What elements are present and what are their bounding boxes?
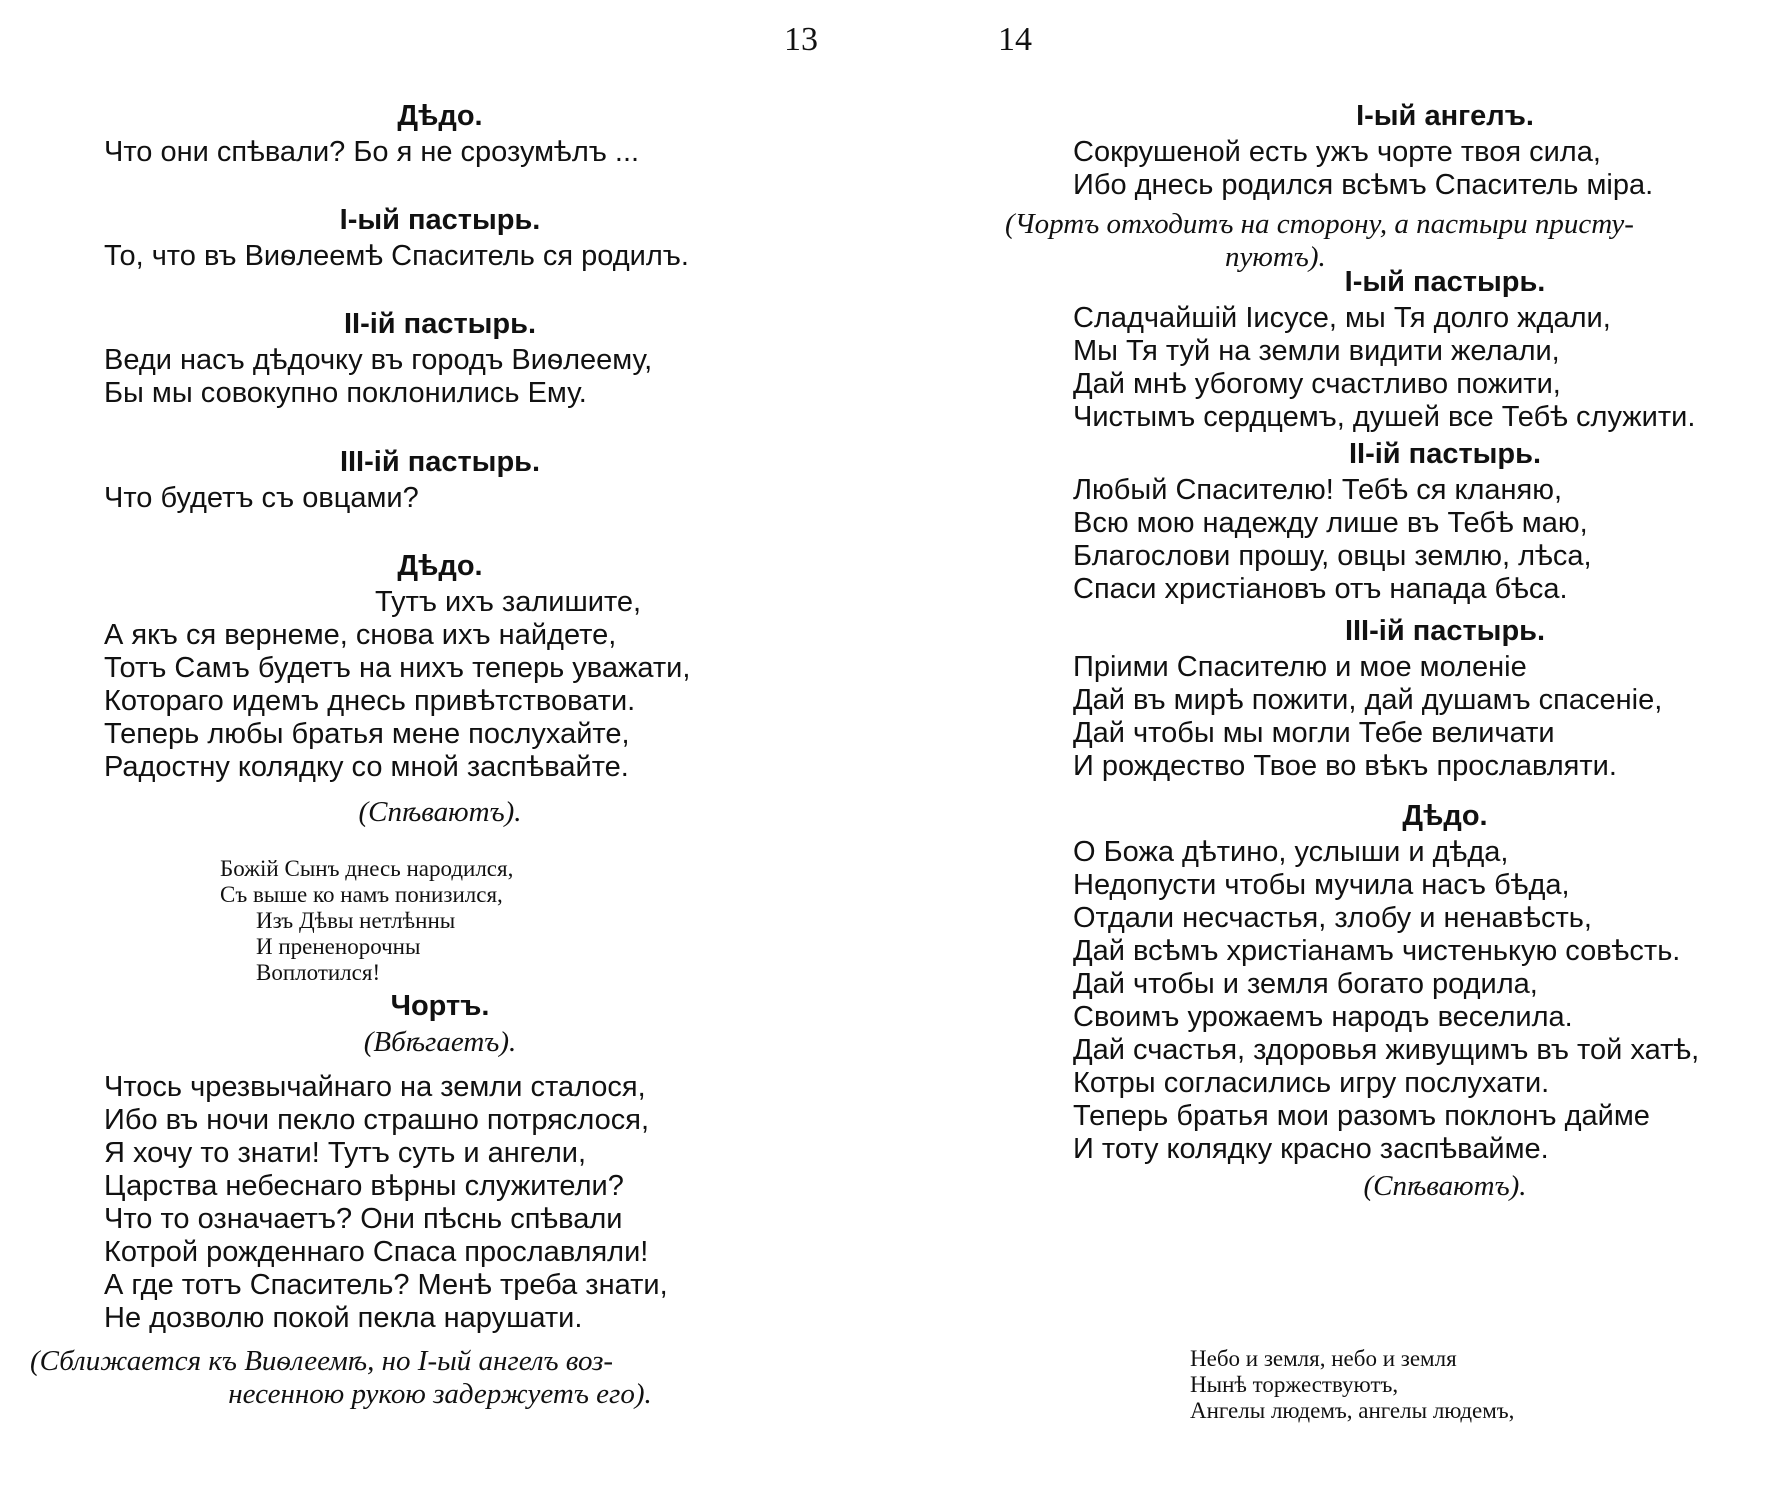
verse-line: Не дозволю покой пекла нарушати. — [104, 1302, 583, 1334]
verse-line: Царства небеснаго вѣрны служители? — [104, 1170, 624, 1202]
verse-line: А якъ ся вернеме, снова ихъ найдете, — [104, 619, 617, 651]
verse-line: Дай счастья, здоровья живущимъ въ той хатѣ, — [1073, 1034, 1700, 1066]
verse-line: Дай всѣмъ христіанамъ чистенькую совѣсть. — [1073, 935, 1681, 967]
block-dedo-2 — [30, 546, 850, 829]
verse-line: Что то означаетъ? Они пѣснь спѣвали — [104, 1203, 623, 1235]
song-line: И прененорочны — [256, 934, 421, 959]
stage-direction: (Чортъ отходитъ на сторону, а пастыри присту- — [1005, 208, 1634, 240]
verse-line: И тоту колядку красно заспѣвайме. — [1073, 1133, 1549, 1165]
block-shepherd-3 — [995, 611, 1785, 783]
verse-line: Теперь любы братья мене послухайте, — [104, 718, 630, 750]
verse-line: Что будетъ съ овцами? — [104, 482, 419, 514]
verse-line: Ибо въ ночи пекло страшно потряслося, — [104, 1104, 650, 1136]
verse-line: Что они спѣвали? Бо я не срозумѣлъ ... — [104, 136, 640, 168]
verse-line: А где тотъ Спаситель? Менѣ треба знати, — [104, 1269, 668, 1301]
verse-line: Веди насъ дѣдочку въ городъ Виѳлеему, — [104, 344, 653, 376]
speaker-heading: ІІІ-ій пастырь. — [339, 446, 541, 478]
speaker-heading: ІІ-ій пастырь. — [343, 308, 537, 340]
verse-line: Бы мы совокупно поклонились Ему. — [104, 377, 587, 409]
block-chort — [30, 986, 850, 1411]
stage-direction: (Спѣваютъ). — [1363, 1170, 1527, 1202]
block-shepherd-1 — [995, 262, 1785, 434]
page-number-left: 13 — [784, 21, 818, 58]
speaker-heading: І-ый пастырь. — [339, 204, 541, 236]
verse-line: Всю мою надежду лише въ Тебѣ маю, — [1073, 507, 1588, 539]
verse-line: Котораго идемъ днесь привѣтствовати. — [104, 685, 636, 717]
verse-line: Дай чтобы и земля богато родила, — [1073, 968, 1538, 1000]
song-line: Съ выше ко намъ понизился, — [220, 882, 503, 907]
verse-line: Мы Тя туй на земли видити желали, — [1073, 335, 1560, 367]
song-line: Нынѣ торжествуютъ, — [1190, 1372, 1399, 1397]
block-shepherd-2 — [30, 304, 850, 410]
speaker-heading: Дѣдо. — [397, 100, 483, 132]
verse-line: Котрой рожденнаго Спаса прославляли! — [104, 1236, 649, 1268]
verse-line: Своимъ урожаемъ народъ веселила. — [1073, 1001, 1573, 1033]
page-number-right: 14 — [998, 21, 1032, 58]
speaker-heading: Чортъ. — [390, 990, 490, 1022]
verse-line: Ибо днесь родился всѣмъ Спаситель міра. — [1073, 169, 1654, 201]
song-line: Ангелы людемъ, ангелы людемъ, — [1190, 1398, 1515, 1423]
verse-line: Дай мнѣ убогому счастливо пожити, — [1073, 368, 1561, 400]
speaker-heading: Дѣдо. — [397, 550, 483, 582]
verse-line: Отдали несчастья, злобу и ненавѣсть, — [1073, 902, 1592, 934]
stage-direction: (Вбѣгаетъ). — [363, 1026, 517, 1058]
verse-line: Дай чтобы мы могли Тебе величати — [1073, 717, 1555, 749]
song-line: Воплотился! — [256, 960, 381, 985]
verse-line: Недопусти чтобы мучила насъ бѣда, — [1073, 869, 1570, 901]
verse-line: Чтось чрезвычайнаго на земли сталося, — [104, 1071, 646, 1103]
verse-line: Любый Спасителю! Тебѣ ся кланяю, — [1073, 474, 1563, 506]
verse-line: Дай въ мирѣ пожити, дай душамъ спасеніе, — [1073, 684, 1663, 716]
block-dedo — [995, 796, 1785, 1203]
verse-line: И рождество Твое во вѣкъ прославляти. — [1073, 750, 1617, 782]
song-line: Божій Сынъ днесь народился, — [220, 856, 514, 881]
block-dedo-1 — [30, 96, 850, 169]
song-block-left — [220, 856, 720, 986]
speaker-heading: І-ый пастырь. — [1344, 266, 1546, 298]
verse-line: Благослови прошу, овцы землю, лѣса, — [1073, 540, 1592, 572]
verse-line: Я хочу то знати! Тутъ суть и ангели, — [104, 1137, 587, 1169]
speaker-heading: І-ый ангелъ. — [1356, 100, 1534, 132]
verse-line: Чистымъ сердцемъ, душей все Тебѣ служити. — [1073, 401, 1696, 433]
stage-direction: (Спѣваютъ). — [358, 796, 522, 828]
speaker-heading: Дѣдо. — [1402, 800, 1488, 832]
speaker-heading: ІІІ-ій пастырь. — [1344, 615, 1546, 647]
stage-direction: несенною рукою задержуетъ его). — [228, 1378, 652, 1410]
stage-direction: пуютъ). — [1225, 241, 1326, 273]
verse-line: О Божа дѣтино, услыши и дѣда, — [1073, 836, 1509, 868]
verse-line: Спаси христіановъ отъ напада бѣса. — [1073, 573, 1568, 605]
verse-line: Радостну колядку со мной заспѣвайте. — [104, 751, 629, 783]
verse-line: Сокрушеной есть ужъ чорте твоя сила, — [1073, 136, 1601, 168]
verse-line: То, что въ Виѳлеемѣ Спаситель ся родилъ. — [104, 240, 689, 272]
verse-line: Сладчайшій Іисусе, мы Тя долго ждали, — [1073, 302, 1611, 334]
speaker-heading: ІІ-ій пастырь. — [1348, 438, 1542, 470]
block-shepherd-2 — [995, 434, 1785, 606]
block-angel-1 — [995, 96, 1785, 274]
verse-line: Теперь братья мои разомъ поклонъ дайме — [1073, 1100, 1650, 1132]
song-line: Изъ Дѣвы нетлѣнны — [256, 908, 456, 933]
song-block-right — [1190, 1346, 1710, 1424]
verse-line: Пріими Спасителю и мое моленіе — [1073, 651, 1527, 683]
stage-direction: (Сближается къ Виѳлеемѣ, но І-ый ангелъ воз- — [30, 1345, 614, 1377]
block-shepherd-1 — [30, 200, 850, 273]
verse-line: Тутъ ихъ залишите, — [375, 586, 642, 618]
verse-line: Котры согласились игру послухати. — [1073, 1067, 1550, 1099]
block-shepherd-3 — [30, 442, 850, 515]
verse-line: Тотъ Самъ будетъ на нихъ теперь уважати, — [104, 652, 691, 684]
song-line: Небо и земля, небо и земля — [1190, 1346, 1457, 1371]
